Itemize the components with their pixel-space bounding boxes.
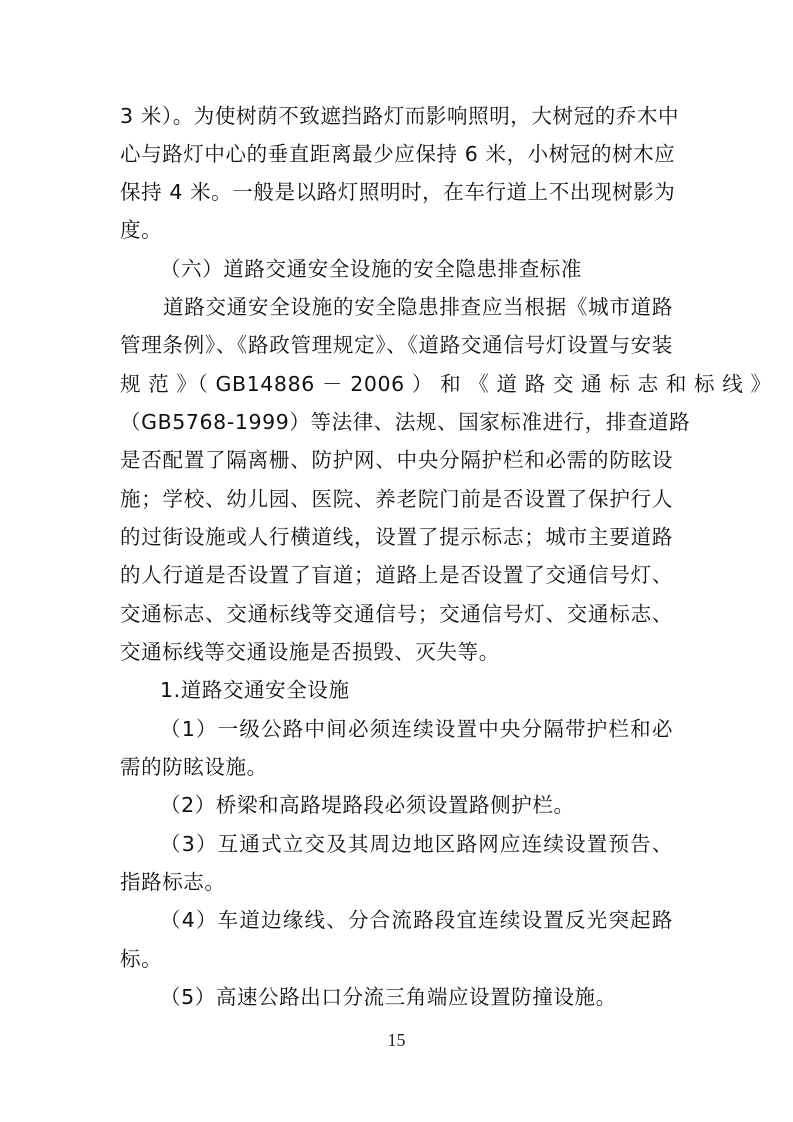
list-item-line: （1）一级公路中间必须连续设置中央分隔带护栏和必 bbox=[160, 717, 673, 741]
list-item-line: 指路标志。 bbox=[120, 870, 226, 894]
paragraph-line: 保持 4 米。一般是以路灯照明时，在车行道上不出现树影为 bbox=[120, 180, 676, 204]
list-item-line: （2）桥梁和高路堤路段必须设置路侧护栏。 bbox=[160, 793, 575, 817]
paragraph-line: 度。 bbox=[120, 218, 163, 242]
subsection-heading: 1.道路交通安全设施 bbox=[160, 678, 350, 702]
paragraph-line: 的过街设施或人行横道线，设置了提示标志；城市主要道路 bbox=[120, 525, 673, 549]
paragraph-line: （GB5768-1999）等法律、法规、国家标准进行，排查道路 bbox=[120, 410, 691, 434]
list-item-line: 需的防眩设施。 bbox=[120, 755, 268, 779]
list-item-line: 标。 bbox=[120, 947, 163, 971]
paragraph-line: 交通标志、交通标线等交通信号；交通信号灯、交通标志、 bbox=[120, 602, 673, 626]
paragraph-line: 3 米）。为使树荫不致遮挡路灯而影响照明，大树冠的乔木中 bbox=[120, 104, 680, 128]
paragraph-line: 心与路灯中心的垂直距离最少应保持 6 米，小树冠的树木应 bbox=[120, 142, 676, 166]
paragraph-line: 规 范 》（ GB14886 － 2006 ） 和 《 道 路 交 通 标 志 和 标 线 》 bbox=[120, 372, 772, 396]
section-heading: （六）道路交通安全设施的安全隐患排查标准 bbox=[160, 257, 582, 281]
paragraph-line: 管理条例》、《路政管理规定》、《道路交通信号灯设置与安装 bbox=[120, 333, 673, 357]
page-number: 15 bbox=[387, 1030, 406, 1050]
paragraph-line: 是否配置了隔离栅、防护网、中央分隔护栏和必需的防眩设 bbox=[120, 448, 673, 472]
paragraph-line: 施；学校、幼儿园、医院、养老院门前是否设置了保护行人 bbox=[120, 487, 673, 511]
list-item-line: （5）高速公路出口分流三角端应设置防撞设施。 bbox=[160, 985, 617, 1009]
list-item-line: （3）互通式立交及其周边地区路网应连续设置预告、 bbox=[160, 832, 673, 856]
list-item-line: （4）车道边缘线、分合流路段宜连续设置反光突起路 bbox=[160, 908, 673, 932]
paragraph-line: 道路交通安全设施的安全隐患排查应当根据《城市道路 bbox=[163, 295, 673, 319]
paragraph-line: 的人行道是否设置了盲道；道路上是否设置了交通信号灯、 bbox=[120, 563, 673, 587]
paragraph-line: 交通标线等交通设施是否损毁、灭失等。 bbox=[120, 640, 500, 664]
